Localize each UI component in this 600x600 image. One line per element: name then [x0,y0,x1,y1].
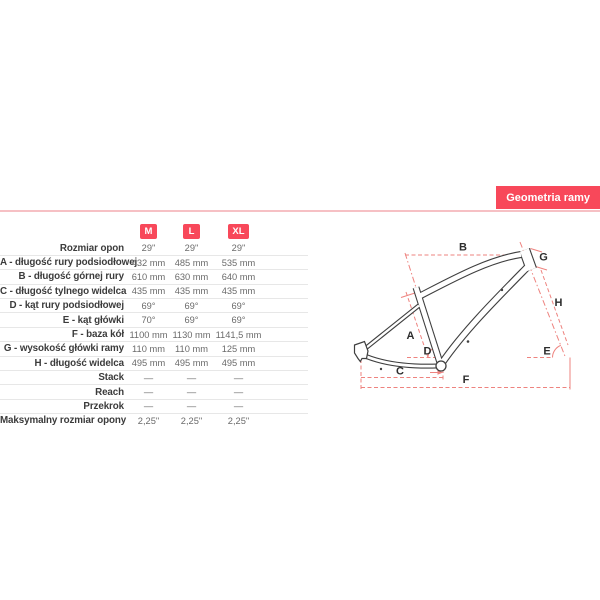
value-m: 610 mm [131,271,166,282]
value-l: — [186,372,197,383]
table-row [0,357,308,371]
bottom-bracket [436,361,446,371]
dim-label-b: B [459,241,467,254]
dim-label-f: F [462,374,470,386]
row-label: A - długość rury podsiodłowej [0,257,138,269]
geometry-rows [0,242,308,428]
value-l: 495 mm [174,358,209,369]
value-l: 485 mm [174,257,209,268]
table-row [0,385,308,399]
value-m: — [143,372,154,383]
row-label: Stack [98,372,124,384]
value-m: 432 mm [131,257,166,268]
value-xl: 1141,5 mm [215,329,262,340]
value-l: 2,25" [180,415,203,426]
dim-label-e: E [543,345,551,358]
row-label: F - baza kół [71,329,124,341]
value-m: — [143,387,154,398]
value-l: 110 mm [175,343,208,354]
geometry-table [0,224,308,428]
row-label: E - kąt główki [62,314,124,326]
table-row [0,285,308,299]
value-m: 1100 mm [129,329,168,340]
table-row [0,371,308,385]
dim-label-d: D [423,345,432,358]
value-l: 69° [184,315,199,326]
rear-dropout [355,342,369,362]
dim-label-c: C [396,365,404,378]
value-m: 495 mm [131,358,166,369]
value-l: — [186,387,197,398]
table-row [0,342,308,356]
value-xl: 69° [231,315,246,326]
dim-label-a: A [406,330,415,342]
value-xl: — [233,401,244,412]
value-xl: 535 mm [221,257,256,268]
value-xl: 495 mm [221,358,256,369]
row-label: D - kąt rury podsiodłowej [9,300,124,312]
table-row [0,242,308,256]
size-badge-xl: XL [228,224,248,239]
angle-arc-e [553,345,561,357]
value-m: 29" [141,243,156,254]
value-l: 69° [184,300,199,311]
row-label: Rozmiar opon [59,242,124,254]
row-label: G - wysokość główki ramy [3,343,124,355]
size-badge-m: M [140,224,157,239]
frame-outline-fill [362,250,532,366]
value-xl: 640 mm [221,271,256,282]
dimension-lines [361,242,570,390]
row-label: Reach [95,386,124,398]
table-row [0,400,308,414]
table-row [0,414,308,427]
value-m: 110 mm [132,343,165,354]
value-m: 435 mm [131,286,166,297]
section-title-badge: Geometria ramy [496,186,600,209]
table-row [0,256,308,270]
value-m: 70° [141,315,156,326]
row-label: B - długość górnej rury [18,271,124,283]
dim-label-g: G [539,251,548,264]
row-label: Przekrok [83,400,124,412]
row-label: H - długość widelca [34,357,124,369]
value-l: 1130 mm [172,329,211,340]
bike-frame-diagram-svg [345,236,600,398]
size-header-row [0,224,308,239]
table-row [0,270,308,284]
value-xl: — [233,387,244,398]
value-xl: 29" [231,243,246,254]
value-l: 630 mm [174,271,209,282]
value-xl: — [233,372,244,383]
row-label: C - długość tylnego widelca [0,285,127,297]
value-xl: 2,25" [227,415,250,426]
value-xl: 69° [231,300,246,311]
value-l: — [186,401,197,412]
dim-tick-g-bottom [536,267,548,271]
value-xl: 435 mm [221,286,256,297]
header-divider [0,210,600,212]
value-m: 2,25" [137,415,160,426]
dim-label-h: H [554,297,563,309]
table-row [0,313,308,327]
value-xl: 125 mm [221,343,256,354]
table-row [0,328,308,342]
table-row [0,299,308,313]
frame-geometry-diagram [345,236,600,398]
row-label: Maksymalny rozmiar opony [0,415,127,427]
frame-outline-dark [362,250,532,366]
size-badge-l: L [183,224,200,239]
value-m: — [143,401,154,412]
value-m: 69° [141,300,156,311]
value-l: 435 mm [174,286,209,297]
value-l: 29" [184,243,199,254]
